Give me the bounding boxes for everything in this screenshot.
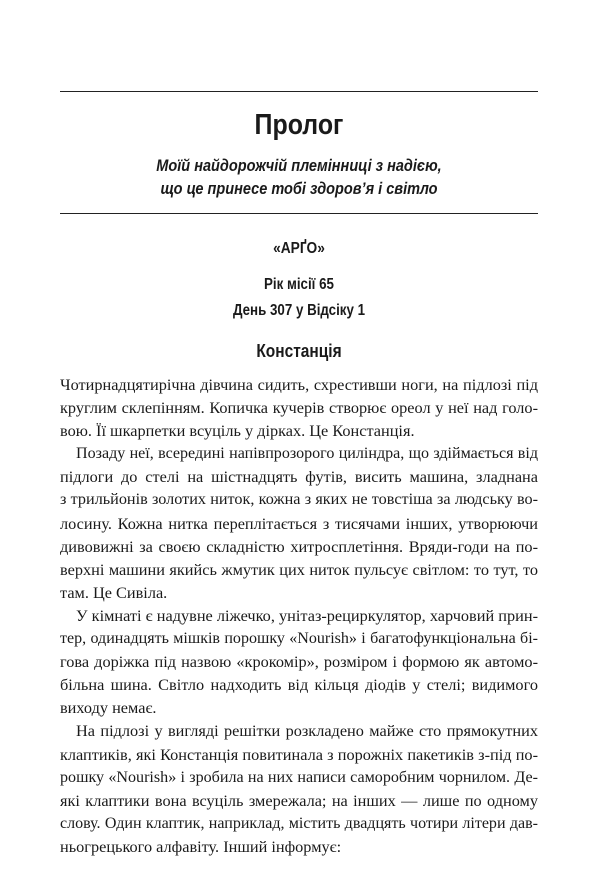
dedication-line: що це принесе тобі здоров’я і світло (160, 180, 438, 198)
mission-year: Рік місії 65 (264, 276, 334, 293)
page-title: Пролог (254, 109, 344, 141)
text-line: На підлозі у вигляді решітки розкладено майже сто прямокутних (76, 721, 538, 741)
text-line: виходу немає. (60, 698, 157, 718)
text-line: більна шина. Світло надходить від кільця діодів у стелі; видимого (60, 675, 538, 695)
text-line: круглим склепінням. Копичка кучерів створює ореол у неї над голо- (60, 398, 538, 418)
body-text (60, 373, 538, 858)
top-rule (60, 91, 538, 92)
mission-day: День 307 у Відсіку 1 (232, 302, 366, 319)
text-line: тер, одинадцять мішків порошку «Nourish» і багатофункціональна бі- (60, 630, 538, 648)
ship-name: «АРҐО» (273, 240, 325, 257)
text-line: Позаду неї, всередині напівпрозорого циліндра, що здіймається від (76, 445, 538, 463)
dedication (89, 155, 510, 201)
text-line: У кімнаті є надувне ліжечко, унітаз-рециркулятор, харчовий прин- (76, 605, 538, 625)
section-rule (60, 213, 538, 214)
text-line: слову. Один клаптик, наприклад, містить двадцять чотири літери дав- (60, 814, 538, 832)
paragraph (60, 719, 538, 858)
text-line: вою. Її шкарпетки всуціль у дірках. Це Констанція. (60, 421, 415, 441)
chapter-title: Констанція (256, 341, 342, 361)
paragraph (60, 373, 538, 442)
paragraph (60, 442, 538, 604)
text-line: гова доріжка під назвою «крокомір», розміром і формою як автомо- (60, 652, 538, 672)
book-page (60, 0, 538, 894)
text-line: підлоги до стелі на шістнадцять футів, висить машина, зладнана (60, 467, 538, 487)
dedication-line: Моїй найдорожчій племінниці з надією, (156, 157, 442, 175)
text-line: там. Це Сивіла. (60, 582, 168, 602)
text-line: Чотирнадцятирічна дівчина сидить, схрестивши ноги, на підлозі під (60, 375, 538, 394)
text-line: верхні машини якийсь жмутик цих ниток пульсує світлом: то тут, то (60, 559, 538, 579)
text-line: ньогрецького алфавіту. Інший інформує: (60, 836, 342, 856)
paragraph (60, 604, 538, 719)
text-line: клаптиків, які Констанція повитинала з порожніх пакетиків з-під по- (60, 744, 538, 764)
text-line: дивовижні за своєю складністю хитросплетіння. Вряди-годи на по- (60, 536, 538, 556)
text-line: які клаптики вона всуціль змережала; на інших — лише по одному (60, 790, 538, 810)
text-line: з трильйонів золотих ниток, кожна з яких не товстіша за людську во- (60, 490, 538, 509)
text-line: лосину. Кожна нитка переплітається з тисячами інших, утворюючи (60, 513, 538, 533)
text-line: рошку «Nourish» і зробила на них написи саморобним чорнилом. Де- (60, 768, 538, 786)
